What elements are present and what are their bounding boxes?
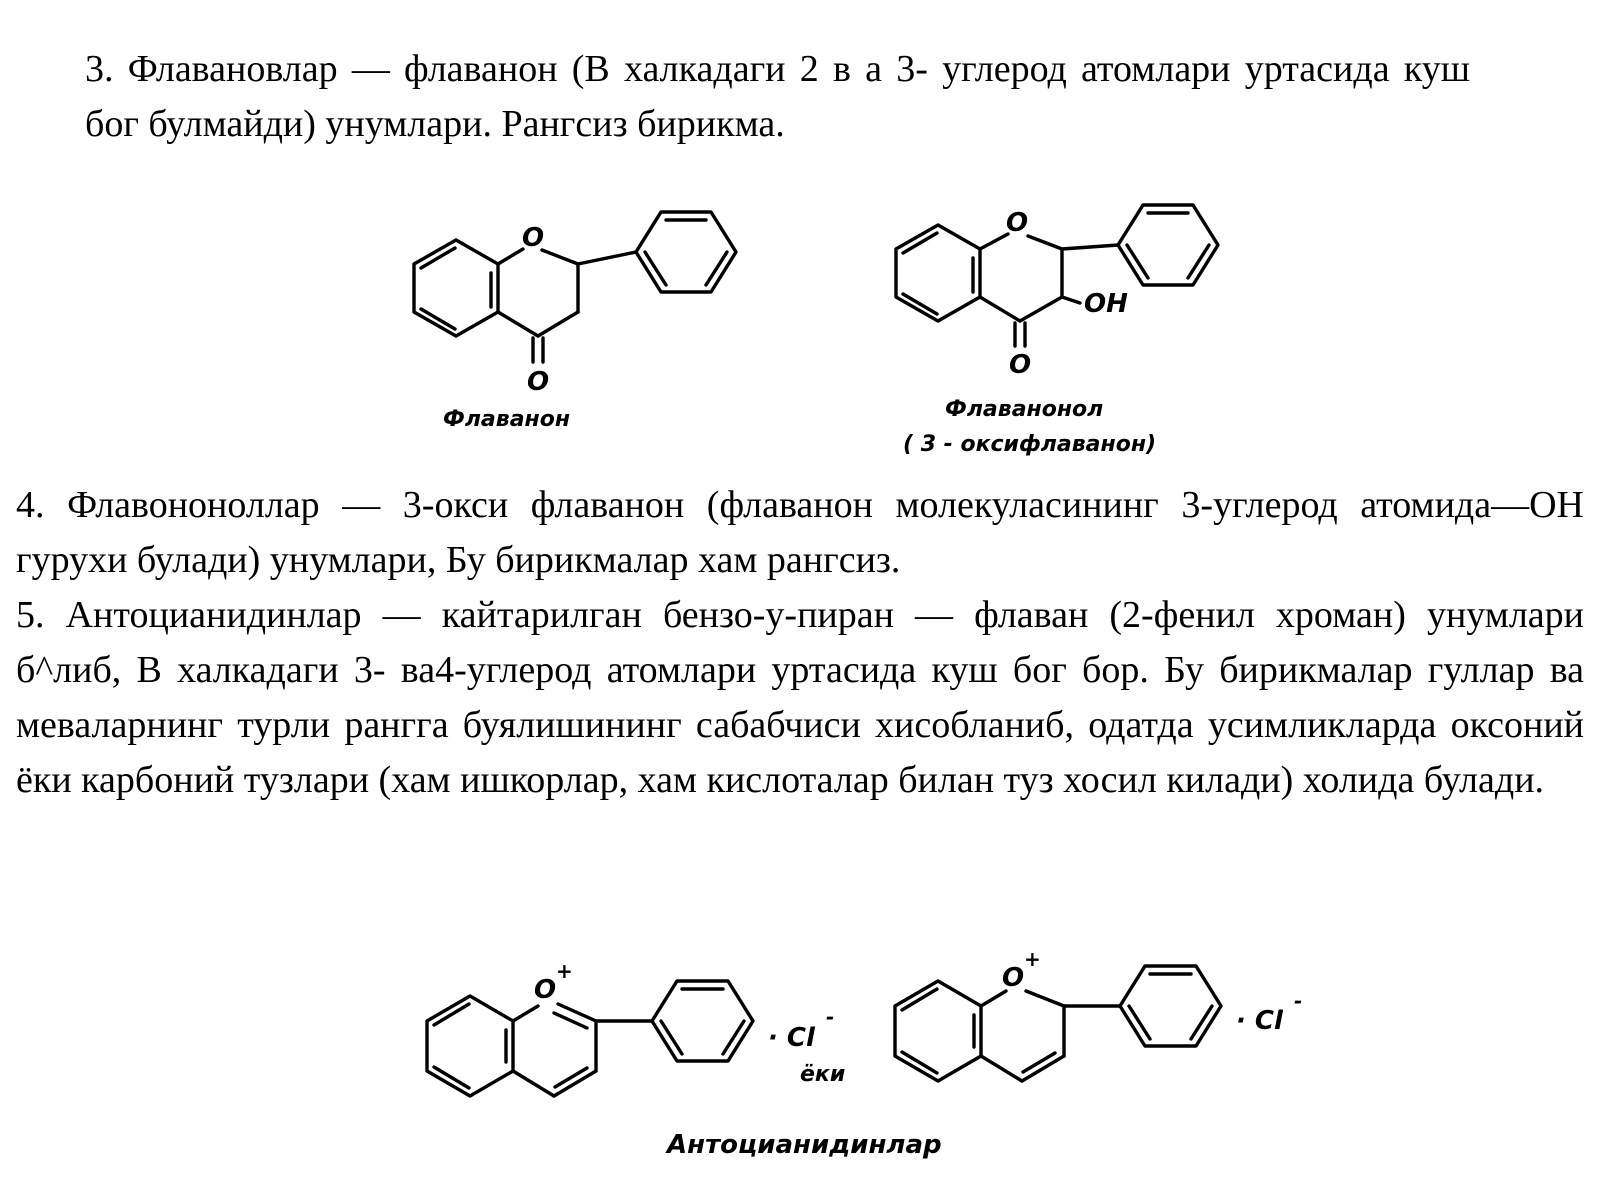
- anthocyanidin-structure-1: [427, 959, 834, 1096]
- paragraph-anthocyanidins: 5. Антоцианидинлар — кайтарилган бензо-у-пиран — флаван (2-фенил хроман) унумлари б^либ, В халкадаги 3- ва4-углерод атомлари уртасида куш бог бор. Бу бирикмалар гуллар ва меваларнинг турли рангга буялишининг сабабчиси хисобланиб, одатда усимликларда оксоний ёки карбоний тузлари (хам ишкорлар, хам кислоталар билан туз хосил килади) холида булади.: [16, 594, 1584, 801]
- paragraph-flavanonols: 4. Флавононоллар — 3-окси флаванон (флаванон молекуласининг 3-углерод атомида—ОН гурухи булади) унумлари, Бу бирикмалар хам рангсиз.: [16, 484, 1584, 581]
- anthocyanidin1-benzo-ring: [427, 996, 513, 1096]
- flavanonol-ring-oxygen: O: [1006, 208, 1029, 238]
- anthocyanidin1-oxygen: O: [534, 975, 557, 1005]
- flavanonol-phenyl-ring: [1118, 205, 1218, 285]
- flavanonol-caption: Флаванонол: [945, 397, 1104, 422]
- anthocyanidin2-benzo-ring: [895, 981, 981, 1081]
- or-label: ёки: [800, 1062, 846, 1087]
- flavanone-ring-bond: [498, 249, 523, 264]
- flavanonol-caption-sub: ( 3 - оксифлаванон): [903, 432, 1157, 457]
- flavanone-caption: Флаванон: [443, 407, 571, 432]
- flavanone-structure: [414, 212, 736, 432]
- paragraph-flavanols: 3. Флавановлар — флаванон (В халкадаги 2 в а 3- углерод атомлари уртасида куш бог булмайди) унумлари. Рангсиз бирикма.: [85, 48, 1470, 145]
- anthocyanidin2-charge: +: [1024, 947, 1041, 971]
- anthocyanidin-structure-2: [895, 947, 1302, 1081]
- flavanonol-carbonyl-oxygen: O: [1009, 350, 1032, 380]
- flavanone-phenyl-ring: [636, 212, 736, 292]
- anthocyanidin1-charge: +: [556, 959, 573, 983]
- flavanonol-benzo-ring: [896, 225, 980, 321]
- anthocyanidin2-oxygen: O: [1002, 963, 1025, 993]
- flavanone-phenyl-link: [578, 252, 636, 264]
- anthocyanidin2-counterion: · Cl: [1236, 1006, 1283, 1036]
- flavanone-carbonyl-oxygen: O: [527, 367, 550, 397]
- flavanone-ring-oxygen: O: [522, 223, 545, 253]
- flavanonol-structure: [896, 205, 1218, 457]
- anthocyanidins-caption: Антоцианидинлар: [667, 1130, 942, 1160]
- anthocyanidin2-counterion-charge: -: [1294, 989, 1303, 1013]
- anthocyanidin2-phenyl-ring: [1120, 966, 1221, 1046]
- anthocyanidin1-counterion-charge: -: [826, 1005, 835, 1029]
- flavanonol-oh-bond: [1062, 297, 1080, 303]
- flavanonol-hydroxyl: OH: [1084, 289, 1128, 319]
- anthocyanidin1-counterion: · Cl: [768, 1023, 815, 1053]
- flavanone-benzo-ring: [414, 240, 498, 336]
- anthocyanidin1-phenyl-ring: [652, 981, 753, 1061]
